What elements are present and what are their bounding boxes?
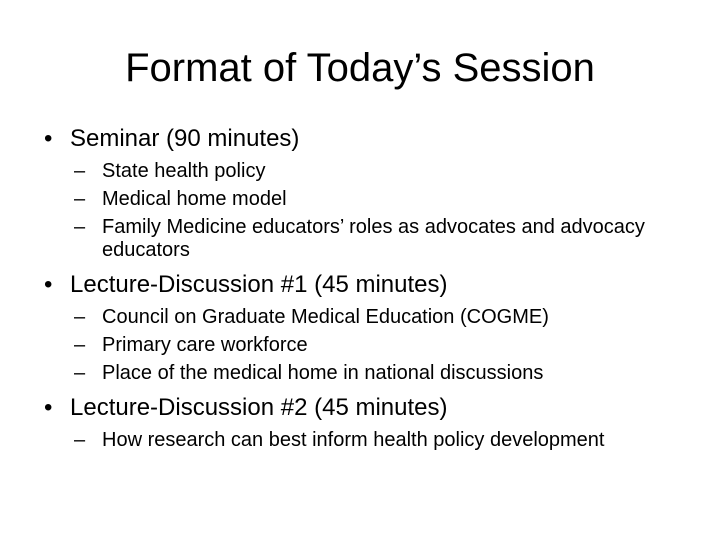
- sub-item-text: Medical home model: [102, 188, 287, 210]
- sub-item: [74, 306, 684, 329]
- sub-item-text: Council on Graduate Medical Education (COGME): [102, 306, 549, 328]
- dash-marker: –: [74, 334, 86, 356]
- bullet-heading-text: Lecture-Discussion #1 (45 minutes): [70, 271, 448, 298]
- bullet-heading-text: Seminar (90 minutes): [70, 125, 300, 152]
- slide-content: [44, 124, 684, 460]
- sub-item: [74, 216, 684, 262]
- dash-marker: –: [74, 160, 86, 182]
- slide-title: Format of Today’s Session: [125, 46, 595, 90]
- sub-item: [74, 362, 684, 385]
- sub-list: [44, 160, 684, 262]
- sub-item-text: Place of the medical home in national discussions: [102, 362, 544, 384]
- dash-marker: –: [74, 216, 86, 238]
- sub-item-text: Primary care workforce: [102, 334, 308, 356]
- section-lecture-discussion-1: [44, 270, 684, 385]
- dash-marker: –: [74, 429, 86, 451]
- bullet-heading: [44, 270, 684, 300]
- sub-list: [44, 306, 684, 385]
- sub-item-text: State health policy: [102, 160, 266, 182]
- dash-marker: –: [74, 362, 86, 384]
- sub-item-text: How research can best inform health policy development: [102, 429, 605, 451]
- sub-item: [74, 160, 684, 183]
- sub-list: [44, 429, 684, 452]
- section-seminar: [44, 124, 684, 262]
- bullet-marker: •: [44, 125, 53, 152]
- bullet-marker: •: [44, 271, 53, 298]
- dash-marker: –: [74, 306, 86, 328]
- dash-marker: –: [74, 188, 86, 210]
- sub-item: [74, 334, 684, 357]
- bullet-heading-text: Lecture-Discussion #2 (45 minutes): [70, 394, 448, 421]
- sub-item: [74, 429, 684, 452]
- section-lecture-discussion-2: [44, 393, 684, 452]
- sub-item: [74, 188, 684, 211]
- bullet-heading: [44, 124, 684, 154]
- bullet-marker: •: [44, 394, 53, 421]
- bullet-heading: [44, 393, 684, 423]
- sub-item-text: Family Medicine educators’ roles as advocates and advocacy educators: [102, 216, 645, 261]
